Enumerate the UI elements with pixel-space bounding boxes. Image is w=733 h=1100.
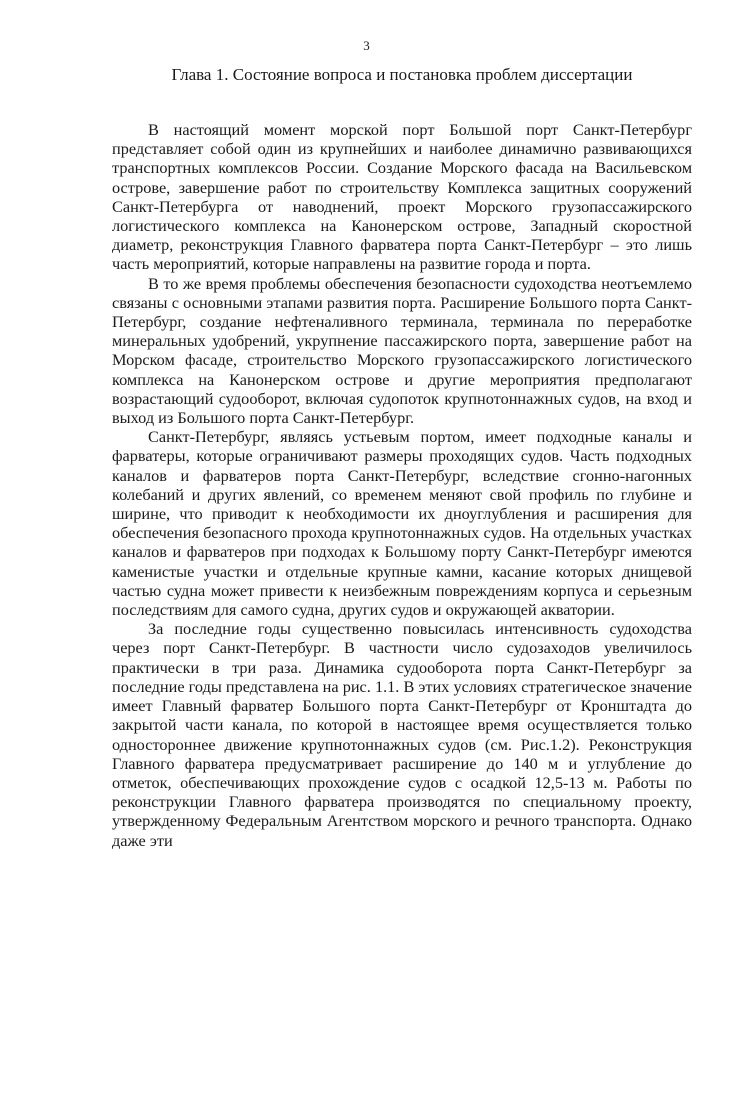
document-body [112, 120, 692, 850]
page-number: 3 [363, 38, 370, 53]
chapter-heading: Глава 1. Состояние вопроса и постановка проблем диссертации [171, 65, 633, 84]
paragraph: В настоящий момент морской порт Большой порт Санкт-Петербург представляет собой один из крупнейших и наиболее динамично развивающихся транспортных комплексов России. Создание Морского фасада на Васильевском острове, завершение работ по строительству Комплекса защитных сооружений Санкт-Петербурга от наводнений, проект Морского грузопассажирского логистического комплекса на Канонерском острове, Западный скоростной диаметр, реконструкция Главного фарватера порта Санкт-Петербург – это лишь часть мероприятий, которые направлены на развитие города и порта. [112, 120, 692, 274]
paragraph: Санкт-Петербург, являясь устьевым портом, имеет подходные каналы и фарватеры, которые ограничивают размеры проходящих судов. Часть подходных каналов и фарватеров порта Санкт-Петербург, вследствие сгонно-нагонных колебаний и других явлений, со временем меняют свой профиль по глубине и ширине, что приводит к необходимости их дноуглубления и расширения для обеспечения безопасного прохода крупнотоннажных судов. На отдельных участках каналов и фарватеров при подходах к Большому порту Санкт-Петербург имеются каменистые участки и отдельные крупные камни, касание которых днищевой частью судна может привести к неизбежным повреждениям корпуса и серьезным последствиям для самого судна, других судов и окружающей акватории. [112, 427, 692, 620]
paragraph: В то же время проблемы обеспечения безопасности судоходства неотъемлемо связаны с основными этапами развития порта. Расширение Большого порта Санкт-Петербург, создание нефтеналивного терминала, терминала по переработке минеральных удобрений, укрупнение пассажирского порта, завершение работ на Морском фасаде, строительство Морского грузопассажирского логистического комплекса на Канонерском острове и другие мероприятия предполагают возрастающий судооборот, включая судопоток крупнотоннажных судов, на вход и выход из Большого порта Санкт-Петербург. [112, 273, 692, 428]
paragraph: За последние годы существенно повысилась интенсивность судоходства через порт Санкт-Петербург. В частности число судозаходов увеличилось практически в три раза. Динамика судооборота порта Санкт-Петербург за последние годы представлена на рис. 1.1. В этих условиях стратегическое значение имеет Главный фарватер Большого порта Санкт-Петербург от Кронштадта до закрытой части канала, по которой в настоящее время осуществляется только одностороннее движение крупнотоннажных судов (см. Рис.1.2). Реконструкция Главного фарватера предусматривает расширение до 140 м и углубление до отметок, обеспечивающих прохождение судов с осадкой 12,5-13 м. Работы по реконструкции Главного фарватера производятся по специальному проекту, утвержденному Федеральным Агентством морского и речного транспорта. Однако даже эти [112, 619, 692, 850]
